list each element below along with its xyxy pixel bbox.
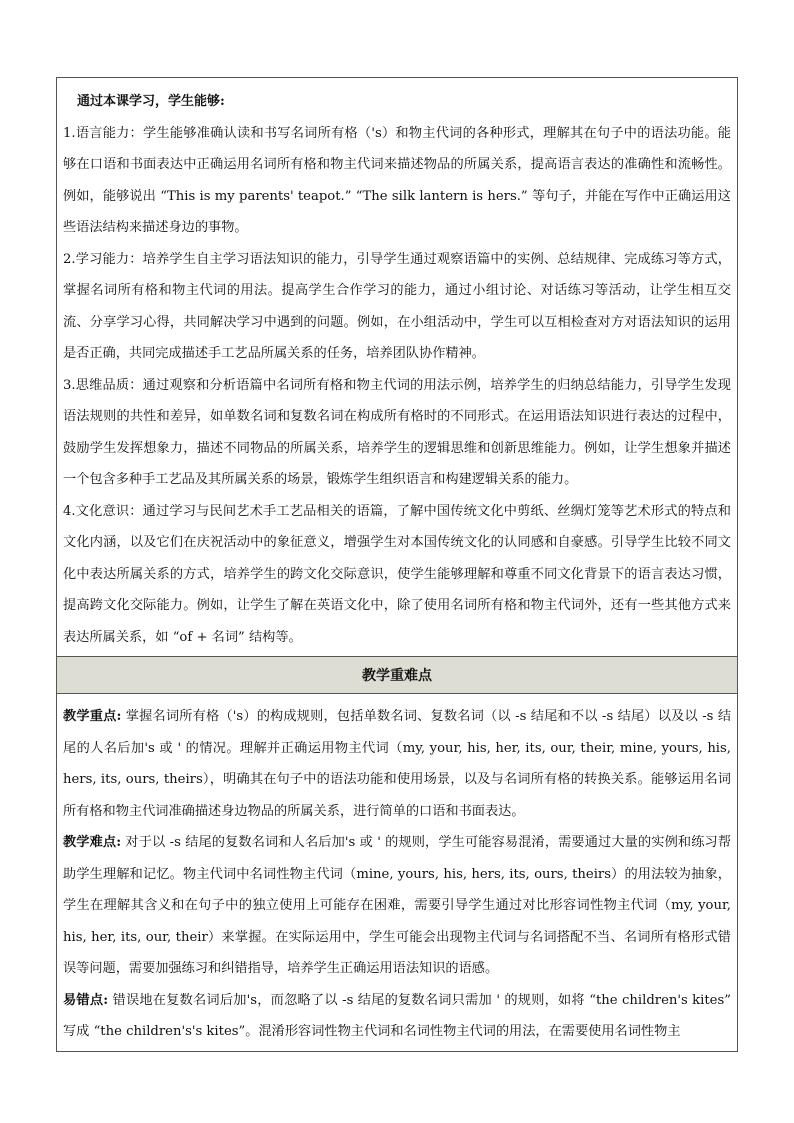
section-header-cell <box>57 657 738 694</box>
objective-language: 1.语言能力：学生能够准确认读和书写名词所有格（'s）和物主代词的各种形式，理解其在句子中的语法功能。能够在口语和书面表达中正确运用名词所有格和物主代词来描述物品的所属关系，提高语言表达的准确性和流畅性。例如，能够说出 “This is my parents' teapot.” “The silk lantern is hers.” 等句子，并能在写作中正确运用这些语法结构来描述身边的事物。 <box>63 125 731 235</box>
key-points-cell <box>57 694 738 1052</box>
difficult-point-text: 对于以 -s 结尾的复数名词和人名后加's 或 ' 的规则，学生可能容易混淆，需要通过大量的实例和练习帮助学生理解和记忆。物主代词中名词性物主代词（mine, yours, his, hers, its, ours, theirs）的用法较为抽象，学生在理解其含义和在句子中的独立使用上可能存在困难，需要引导学生通过对比形容词性物主代词（my, your, his, her, its, our, their）来掌握。在实际运用中，学生可能会出现物主代词与名词搭配不当、名词所有格形式错误等问题，需要加强练习和纠错指导，培养学生正确运用语法知识的语感。 <box>63 835 732 976</box>
objective-learning: 2.学习能力：培养学生自主学习语法知识的能力，引导学生通过观察语篇中的实例、总结规律、完成练习等方式，掌握名词所有格和物主代词的用法。提高学生合作学习的能力，通过小组讨论、对话练习等活动，让学生相互交流、分享学习心得，共同解决学习中遇到的问题。例如，在小组活动中，学生可以互相检查对方对语法知识的运用是否正确，共同完成描述手工艺品所属关系的任务，培养团队协作精神。 <box>63 251 731 361</box>
key-point-paragraph <box>63 701 731 827</box>
error-point-text: 错误地在复数名词后加's，而忽略了以 -s 结尾的复数名词只需加 ' 的规则，如将 “the children's kites” 写成 “the children's's kites”。混淆形容词性物主代词和名词性物主代词的用法，在需要使用名词性物主 <box>63 992 731 1039</box>
difficult-point-label: 教学难点: <box>63 835 122 850</box>
objective-thinking: 3.思维品质：通过观察和分析语篇中名词所有格和物主代词的用法示例，培养学生的归纳总结能力，引导学生发现语法规则的共性和差异，如单数名词和复数名词在构成所有格时的不同形式。在运用语法知识进行表达的过程中，鼓励学生发挥想象力，描述不同物品的所属关系，培养学生的逻辑思维和创新思维能力。例如，让学生想象并描述一个包含多种手工艺品及其所属关系的场景，锻炼学生组织语言和构建逻辑关系的能力。 <box>63 377 731 487</box>
key-point-label: 教学重点: <box>63 709 122 724</box>
section-header-title: 教学重难点 <box>362 668 432 684</box>
difficult-point-paragraph <box>63 827 731 985</box>
objectives-cell <box>57 78 738 657</box>
error-point-paragraph <box>63 985 731 1048</box>
objectives-intro: 通过本课学习，学生能够: <box>77 94 225 109</box>
objective-culture: 4.文化意识：通过学习与民间艺术手工艺品相关的语篇，了解中国传统文化中剪纸、丝绸灯笼等艺术形式的特点和文化内涵，以及它们在庆祝活动中的象征意义，增强学生对本国传统文化的认同感和自豪感。引导学生比较不同文化中表达所属关系的方式，培养学生的跨文化交际意识，使学生能够理解和尊重不同文化背景下的语言表达习惯，提高跨文化交际能力。例如，让学生了解在英语文化中，除了使用名词所有格和物主代词外，还有一些其他方式来表达所属关系，如 “of + 名词” 结构等。 <box>63 503 731 645</box>
key-point-text: 掌握名词所有格（'s）的构成规则，包括单数名词、复数名词（以 -s 结尾和不以 -s 结尾）以及以 -s 结尾的人名后加's 或 ' 的情况。理解并正确运用物主代词（my, your, his, her, its, our, their, mine, yours, his, hers, its, ours, theirs），明确其在句子中的语法功能和使用场景，以及与名词所有格的转换关系。能够运用名词所有格和物主代词准确描述身边物品的所属关系，进行简单的口语和书面表达。 <box>63 709 732 819</box>
lesson-plan-table <box>56 77 738 1052</box>
error-point-label: 易错点: <box>63 992 109 1008</box>
